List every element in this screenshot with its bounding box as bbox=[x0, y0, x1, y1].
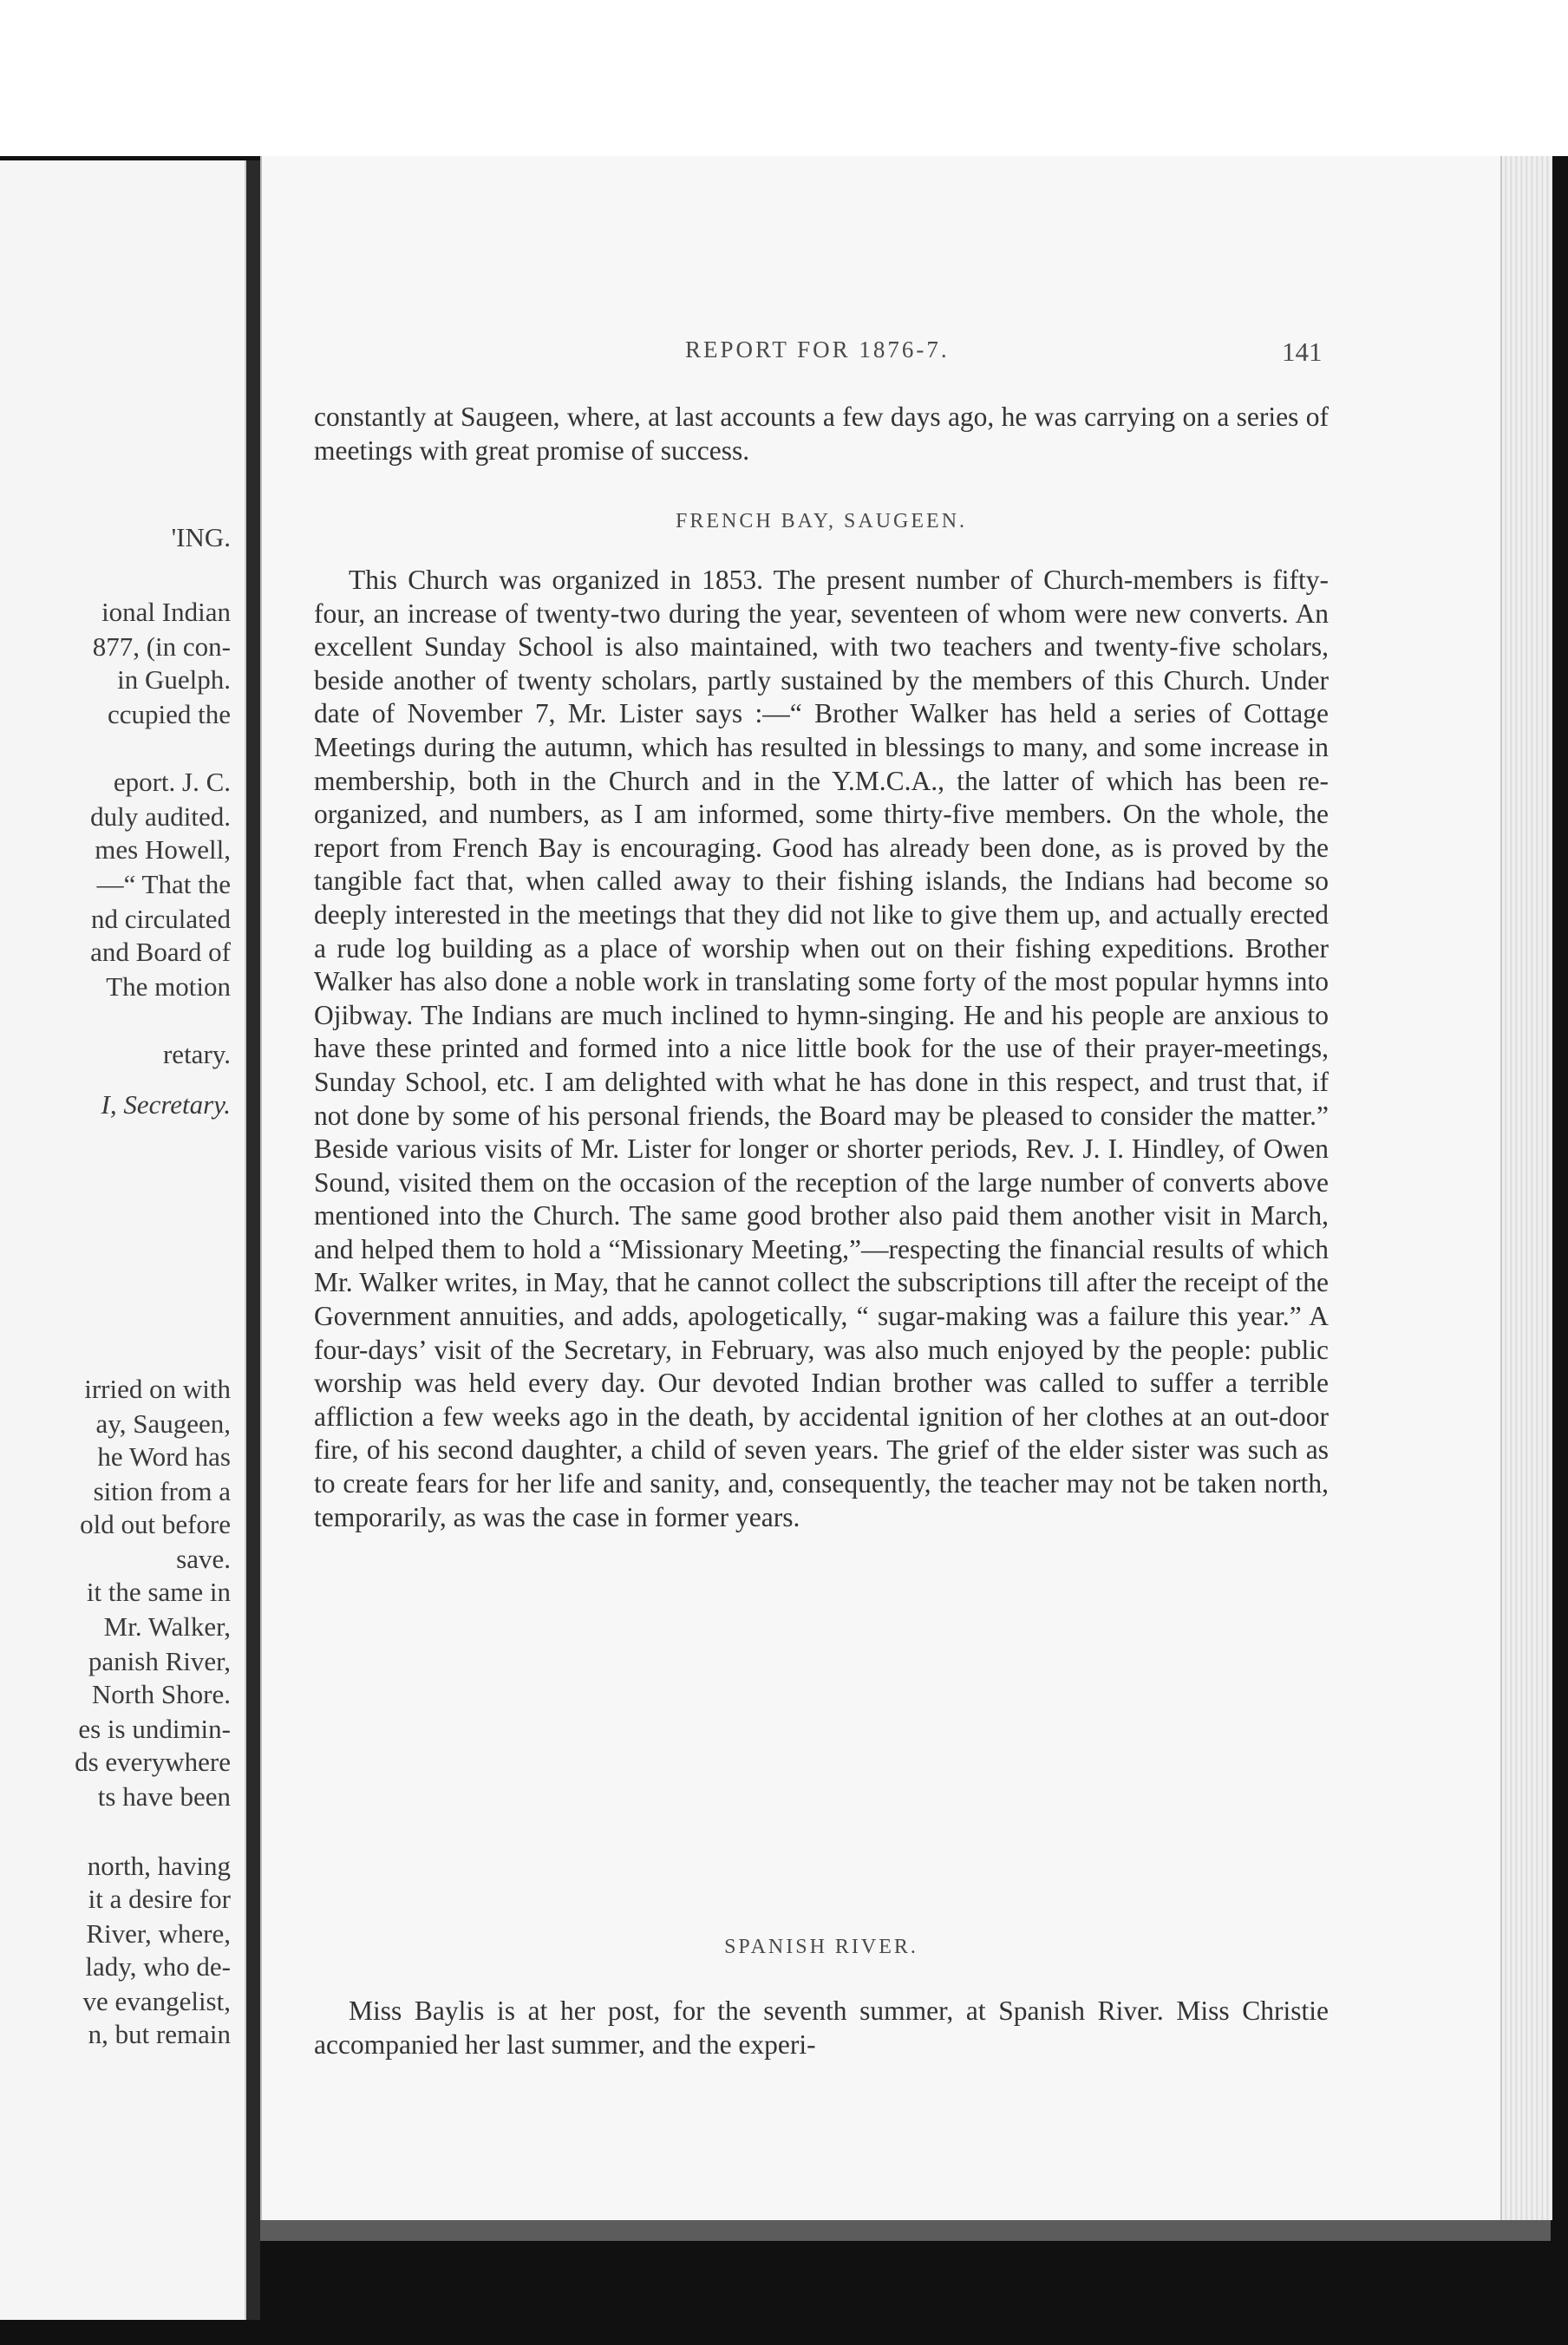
left-page-line: ay, Saugeen, bbox=[95, 1408, 231, 1439]
left-page-line: Mr. Walker, bbox=[103, 1611, 231, 1642]
left-page-line: North Shore. bbox=[91, 1679, 231, 1709]
left-page-line: north, having bbox=[87, 1851, 231, 1881]
running-head: REPORT FOR 1876-7. bbox=[685, 336, 950, 363]
left-page-line: irried on with bbox=[84, 1374, 231, 1404]
left-page-line: duly audited. bbox=[90, 801, 231, 832]
left-page-line: he Word has bbox=[97, 1441, 231, 1472]
left-page-line: eport. J. C. bbox=[113, 767, 231, 797]
left-page-line: ve evangelist, bbox=[82, 1986, 231, 2016]
continuation-paragraph: constantly at Saugeen, where, at last accounts a few days ago, he was carrying on a series of meetings with great promise of success. bbox=[314, 402, 1329, 466]
left-page-line: in Guelph. bbox=[117, 664, 231, 695]
page-edge-stack bbox=[1500, 156, 1552, 2220]
left-page-line: ts have been bbox=[97, 1781, 231, 1812]
section-body-french-bay: This Church was organized in 1853. The present number of Church-members is fifty-four, an increase of twenty-two during the year, seventeen of whom were new converts. An excellent Sunday School is also maintained, with two teachers and twenty-five scholars, beside another of twenty scholars, partly sustained by the members of this Church. Under date of November 7, Mr. Lister says :—“ Brother Walker has held a series of Cottage Meetings during the autumn, which has resulted in blessings to many, and some increase in membership, both in the Church and in the Y.M.C.A., the latter of which has been re-organized, and numbers, as I am informed, some thirty-five members. On the whole, the report from French Bay is encouraging. Good has already been done, as is proved by the tangible fact that, when called away to their fishing islands, the Indians had become so deeply interested in the meetings that they did not like to give them up, and actually erected a rude log building as a place of worship when out on their fishing expeditions. Brother Walker has also done a noble work in translating some forty of the most popular hymns into Ojibway. The Indians are much inclined to hymn-singing. He and his people are anxious to have these printed and formed into a nice little book for the use of their prayer-meetings, Sunday School, etc. I am delighted with what he has done in this respect, and trust that, if not done by some of his personal friends, the Board may be pleased to consider the matter.” Beside various visits of Mr. Lister for longer or shorter periods, Rev. J. I. Hindley, of Owen Sound, visited them on the occasion of the reception of the large number of converts above mentioned into the Church. The same good brother also paid them another visit in March, and helped them to hold a “Missionary Meeting,”—respecting the financial results of which Mr. Walker writes, in May, that he cannot collect the subscriptions till after the receipt of the Government annuities, and adds, apologetically, “ sugar-making was a failure this year.” A four-days’ visit of the Secretary, in February, was also much enjoyed by the people: public worship was held every day. Our devoted Indian brother was called to suffer a terrible affliction a few weeks ago in the death, by accidental ignition of her clothes at an out-door fire, of his second daughter, a child of seven years. The grief of the elder sister was such as to create fears for her life and sanity, and, consequently, the teacher may not be taken north, temporarily, as was the case in former years. bbox=[314, 565, 1329, 1532]
left-page-line: n, but remain bbox=[88, 2019, 231, 2049]
left-page-line: old out before bbox=[80, 1509, 231, 1539]
left-page-line: lady, who de- bbox=[85, 1951, 231, 1982]
section-body-spanish-river: Miss Baylis is at her post, for the seventh summer, at Spanish River. Miss Christie accompanied her last summer, and the experi- bbox=[314, 1996, 1329, 2060]
left-page-line: River, where, bbox=[86, 1918, 231, 1949]
left-page-line: panish River, bbox=[88, 1646, 231, 1676]
left-page-line: mes Howell, bbox=[95, 834, 231, 865]
left-page-line: es is undimin- bbox=[78, 1714, 231, 1744]
left-page-line: it the same in bbox=[86, 1577, 231, 1607]
left-page-line: retary. bbox=[162, 1039, 231, 1069]
left-page-line: it a desire for bbox=[88, 1884, 231, 1914]
left-page-line: save. bbox=[176, 1544, 231, 1574]
page-bottom-shadow bbox=[260, 2220, 1551, 2241]
left-page-line: 877, (in con- bbox=[92, 631, 231, 662]
book-gutter bbox=[246, 160, 260, 2320]
left-page-line: nd circulated bbox=[91, 904, 231, 934]
page-number: 141 bbox=[1282, 336, 1323, 367]
left-page-line: and Board of bbox=[90, 937, 231, 967]
scan-margin-top bbox=[0, 0, 1568, 156]
left-page-line: ccupied the bbox=[107, 699, 231, 729]
left-page-line: ional Indian bbox=[101, 597, 231, 627]
left-page-line: ds everywhere bbox=[75, 1747, 231, 1777]
section-heading-french-bay: FRENCH BAY, SAUGEEN. bbox=[675, 510, 968, 532]
left-page-line: The motion bbox=[106, 971, 231, 1002]
section-heading-spanish-river: SPANISH RIVER. bbox=[724, 1936, 918, 1958]
left-page-line: I, Secretary. bbox=[101, 1089, 231, 1120]
left-page-line: 'ING. bbox=[171, 522, 231, 552]
left-page-line: sition from a bbox=[93, 1476, 231, 1506]
left-page-line: —“ That the bbox=[96, 869, 231, 899]
left-page bbox=[0, 160, 247, 2320]
